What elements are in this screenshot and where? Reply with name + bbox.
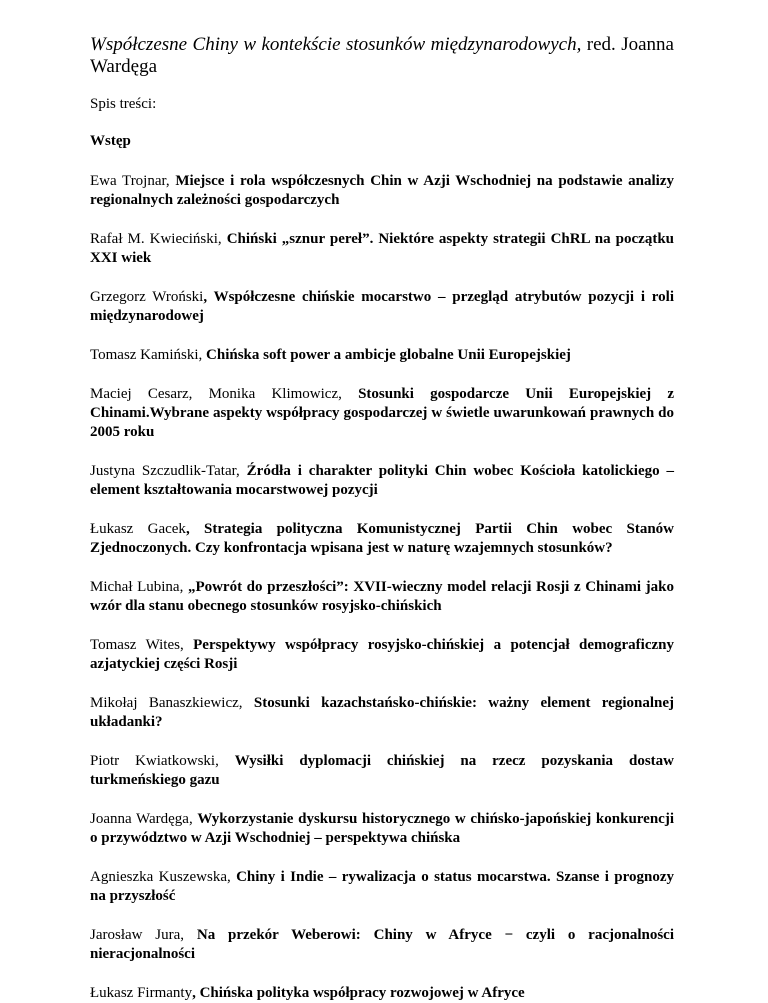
toc-entry	[90, 385, 674, 442]
toc-entry	[90, 694, 674, 732]
toc-entry	[90, 230, 674, 268]
entry-title: Źródła i charakter polityki Chin wobec Kościoła katolickiego – element kształtowania mocarstwowej pozycji	[90, 463, 675, 498]
toc-entry	[90, 636, 674, 674]
entry-title: , Strategia polityczna Komunistycznej Partii Chin wobec Stanów Zjednoczonych. Czy konfrontacja wpisana jest w naturę wzajemnych stosunków?	[90, 521, 675, 556]
document-title	[90, 34, 674, 78]
entry-title: Chińska soft power a ambicje globalne Unii Europejskiej	[206, 347, 571, 363]
editor-credit: red. Joanna Wardęga	[90, 34, 674, 77]
entry-author: Joanna Wardęga,	[90, 811, 198, 827]
entry-title: Wysiłki dyplomacji chińskiej na rzecz pozyskania dostaw turkmeńskiego gazu	[90, 753, 674, 788]
toc-entry	[90, 578, 674, 616]
toc-intro: Wstęp	[90, 133, 131, 149]
entry-author: Piotr Kwiatkowski,	[90, 753, 235, 769]
toc-entry	[90, 346, 674, 365]
entry-author: Justyna Szczudlik-Tatar,	[90, 463, 247, 479]
entry-author: Agnieszka Kuszewska,	[90, 869, 237, 885]
entry-author: Tomasz Wites,	[90, 637, 194, 653]
entry-author: Łukasz Gacek	[90, 521, 186, 537]
entry-author: Michał Lubina,	[90, 579, 188, 595]
entry-author: Grzegorz Wroński	[90, 289, 204, 305]
toc-entry	[90, 172, 674, 210]
entry-author: Jarosław Jura,	[90, 927, 197, 943]
entry-title: Miejsce i rola współczesnych Chin w Azji Wschodniej na podstawie analizy regionalnych zależności gospodarczych	[90, 173, 674, 208]
toc-list	[90, 172, 674, 1003]
entry-author: Łukasz Firmanty	[90, 985, 193, 1001]
toc-entry	[90, 810, 674, 848]
entry-author: Rafał M. Kwieciński,	[90, 231, 227, 247]
toc-label: Spis treści:	[90, 96, 157, 112]
toc-entry	[90, 926, 674, 964]
entry-title: Chiński „sznur pereł”. Niektóre aspekty strategii ChRL na początku XXI wiek	[90, 231, 675, 266]
entry-title: Wykorzystanie dyskursu historycznego w chińsko-japońskiej konkurencji o przywództwo w Azji Wschodniej – perspektywa chińska	[90, 811, 674, 846]
toc-entry	[90, 520, 674, 558]
entry-title: Stosunki gospodarcze Unii Europejskiej z Chinami.Wybrane aspekty współpracy gospodarczej w świetle uwarunkowań prawnych do 2005 roku	[90, 386, 674, 440]
entry-title: Perspektywy współpracy rosyjsko-chińskiej a potencjał demograficzny azjatyckiej części Rosji	[90, 637, 675, 672]
entry-title: , Chińska polityka współpracy rozwojowej w Afryce	[192, 985, 525, 1001]
entry-author: Tomasz Kamiński,	[90, 347, 207, 363]
entry-author: Maciej Cesarz, Monika Klimowicz,	[90, 386, 359, 402]
entry-title: Stosunki kazachstańsko-chińskie: ważny element regionalnej układanki?	[90, 695, 674, 730]
entry-author: Ewa Trojnar,	[90, 173, 176, 189]
book-title: Współczesne Chiny w kontekście stosunków międzynarodowych,	[90, 34, 582, 55]
toc-entry	[90, 752, 674, 790]
entry-title: , Współczesne chińskie mocarstwo – przegląd atrybutów pozycji i roli międzynarodowej	[90, 289, 674, 324]
entry-title: Na przekór Weberowi: Chiny w Afryce − czyli o racjonalności nieracjonalności	[90, 927, 674, 962]
toc-entry	[90, 462, 674, 500]
entry-author: Mikołaj Banaszkiewicz,	[90, 695, 254, 711]
entry-title: „Powrót do przeszłości”: XVII-wieczny model relacji Rosji z Chinami jako wzór dla stanu obecnego stosunków rosyjsko-chińskich	[90, 579, 674, 614]
entry-title: Chiny i Indie – rywalizacja o status mocarstwa. Szanse i prognozy na przyszłość	[90, 869, 674, 904]
toc-entry	[90, 868, 674, 906]
toc-entry	[90, 288, 674, 326]
